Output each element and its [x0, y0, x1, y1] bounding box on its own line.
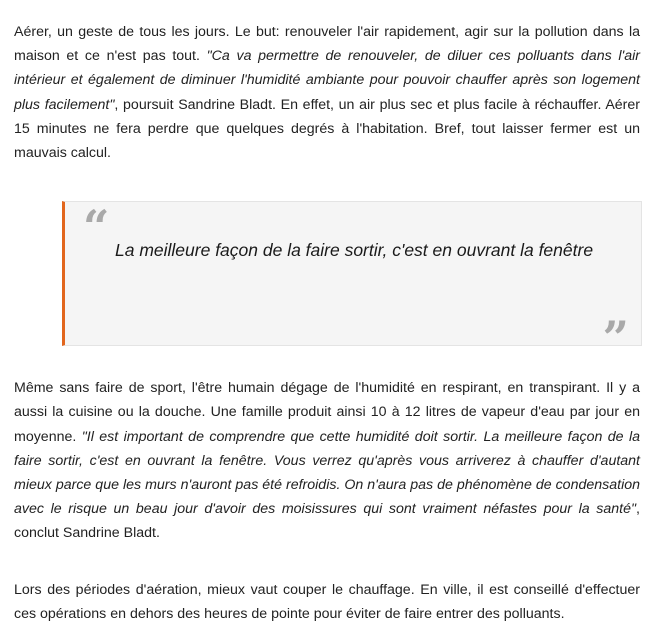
article-body — [14, 20, 640, 626]
pull-quote — [62, 200, 642, 366]
paragraph-text: , conclut Sandrine Bladt. — [14, 501, 640, 542]
paragraph-text: , poursuit Sandrine Bladt. En effet, un air plus sec et plus facile à réchauffer. Aérer 15 minutes ne fera perdre que quelques degrés à l'habitation. Bref, tout laisser fermer est un mauvais calcul. — [14, 96, 641, 162]
pull-quote-text: La meilleure façon de la faire sortir, c'est en ouvrant la fenêtre — [115, 240, 594, 261]
paragraph-humidity — [14, 376, 640, 545]
paragraph-text: Lors des périodes d'aération, mieux vaut couper le chauffage. En ville, il est conseillé d'effectuer ces opérations en dehors des heures de pointe pour éviter de faire entrer des polluants. — [14, 581, 640, 622]
paragraph-text: Aérer, un geste de tous les jours. Le but: renouveler l'air rapidement, agir sur la pollution dans la maison et ce n'est pas tout. — [14, 24, 640, 65]
quote-sandrine-bladt-1: "Ca va permettre de renouveler, de diluer ces polluants dans l'air intérieur et également de diminuer l'humidité ambiante pour pouvoir chauffer après son logement plus facilement" — [14, 48, 640, 113]
close-quote-icon: ” — [602, 311, 629, 366]
quote-sandrine-bladt-2: "Il est important de comprendre que cette humidité doit sortir. La meilleure façon de la faire sortir, c'est en ouvrant la fenêtre. Vous verrez qu'après vous arriverez à chauffer d'autant mieux parce que les murs n'auront pas été refroidis. On n'aura pas de phénomène de condensation avec le risque un beau jour d'avoir des moisissures qui sont vraiment néfastes pour la santé" — [14, 428, 641, 518]
paragraph-text: Même sans faire de sport, l'être humain dégage de l'humidité en respirant, en transpirant. Il y a aussi la cuisine ou la douche. Une famille produit ainsi 10 à 12 litres de vapeur d'eau par jour en moyenne. — [14, 380, 640, 445]
open-quote-icon: “ — [83, 200, 110, 255]
paragraph-aeration-intro — [14, 20, 640, 165]
paragraph-heating-advice — [14, 578, 640, 626]
